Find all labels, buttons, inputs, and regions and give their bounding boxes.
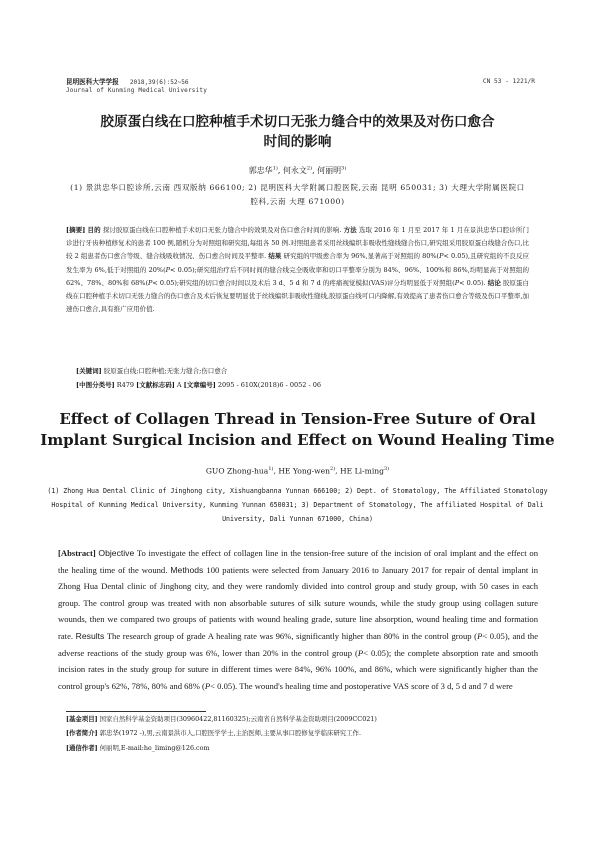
doc-code-value: A	[176, 381, 182, 389]
results-cn-p2: P	[165, 265, 171, 274]
objective-cn: 探讨胶原蛋白线在口腔种植手术切口无张力缝合中的效果及对伤口愈合时间的影响.	[102, 226, 342, 234]
affiliations-en: (1) Zhong Hua Dental Clinic of Jinghong city, Xishuangbanna Yunnan 666100; 2) Dept. of Stomatology, The Affiliated Stomatology Hospital of Kunming Medical University, Kunming Yunnan 650031; 3) Department of Stomatology, The affiliated Hospital of Dali University, Dali Yunnan 671000, China)	[47, 487, 548, 524]
results-cn-4: < 0.05);研究组的切口愈合时间以及术后 3 d、5 d 和 7 d 的疼痛视觉模拟(VAS)评分均明显低于对照组(	[152, 278, 455, 287]
objective-en-label: Objective	[98, 548, 135, 558]
methods-en-label: Methods	[170, 564, 204, 575]
results-en-p2: P	[357, 647, 364, 658]
footnote-divider	[66, 711, 206, 712]
results-en-label: Results	[75, 630, 105, 641]
journal-name-cn: 昆明医科大学学报	[66, 78, 119, 86]
article-id-value: 2095 - 610X(2018)6 - 0052 - 06	[217, 381, 321, 389]
results-cn-3: < 0.05);研究组治疗后不同时间的缝合线完全吸收率和切口平整率分别为 84%、96%、100%和 86%,均明显高于对照组的 62%、78%、80%和 68%(	[66, 265, 529, 287]
fund-text: 国家自然科学基金资助项目(30960422,81160325);云南省自然科学基金资助项目(2009CC021)	[99, 715, 377, 723]
conclusion-cn: 胶原蛋白线在口腔种植手术切口无张力缝合的伤口愈合及术后恢复要明显优于丝线编织非吸收性缝线,胶原蛋白线可口内降解,有效提高了患者伤口愈合等级及伤口平整率,加速伤口愈合,具有推广应用价值.	[66, 278, 529, 314]
footnote-author	[66, 728, 536, 738]
author-en-2: HE Yong-wen	[278, 466, 331, 476]
results-cn-p4: P	[454, 278, 460, 287]
abstract-en	[58, 545, 538, 694]
title-en	[40, 409, 555, 451]
title-cn: 胶原蛋白线在口腔种植手术切口无张力缝合中的效果及对伤口愈合时间的影响	[100, 114, 495, 150]
fund-label: [基金项目]	[66, 715, 98, 723]
author-3-sup: 3)	[341, 165, 347, 172]
clc-label: [中图分类号]	[76, 381, 115, 389]
author-2-sup: 2)	[306, 165, 313, 172]
classification-cn	[76, 380, 529, 389]
doc-code-label: [文献标志码]	[136, 381, 175, 389]
conclusion-cn-label: 结论	[487, 278, 501, 287]
objective-cn-label: 目的	[87, 226, 101, 234]
results-en-2: < 0.05), and the adverse reactions of the study group was 6%, lower than 20% in the control group (	[58, 630, 539, 658]
abstract-cn	[66, 224, 529, 316]
keywords-cn-label: [关键词]	[76, 367, 102, 375]
results-cn-p1: P	[439, 252, 444, 261]
author-en-1: GUO Zhong-hua	[205, 466, 269, 476]
abstract-en-label: [Abstract]	[58, 548, 96, 558]
results-en-4: < 0.05). The wound's healing time and postoperative VAS score of 3 d, 5 d and 7 d were	[210, 680, 513, 691]
author-en-1-sup: 1)	[268, 466, 274, 472]
affiliations-cn: (1) 景洪忠华口腔诊所,云南 西双版纳 666100; 2) 昆明医科大学附属口腔医院,云南 昆明 650031; 3) 大理大学附属医院口腔科,云南 大理 671000)	[70, 183, 525, 206]
journal-issue: 2018,39(6):52~56	[129, 79, 189, 86]
results-en-3: < 0.05); the complete absorption rate and smooth incision rates in the study group for suture in different times were 84%, 96% 100%, and 86%, which were significantly higher than the control group's 62%, 78%, 80% and 68% (	[58, 647, 538, 691]
author-en-3-sup: 3)	[384, 466, 390, 472]
author-3: 何丽明	[317, 166, 342, 175]
cn-code: CN 53 - 1221/R	[482, 78, 535, 85]
abstract-cn-label: [摘要]	[66, 226, 86, 234]
corresponding-label: [通信作者]	[66, 744, 98, 752]
title-en-line-2: Implant Surgical Incision and Effect on Wound Healing Time	[40, 431, 555, 449]
title-en-line-1: Effect of Collagen Thread in Tension-Free Suture of Oral	[59, 410, 536, 428]
keywords-cn-text: 胶原蛋白线;口腔种植;无张力缝合;伤口愈合	[103, 367, 228, 375]
author-1: 郭忠华	[248, 166, 273, 175]
objective-en: To investigate the effect of collagen line in the tension-free suture of the incision of oral implant and the effect on the healing time of the wound.	[58, 548, 538, 575]
results-cn-2: < 0.05),且研究组的不良反应发生率为 6%,低于对照组的 20%(	[66, 252, 530, 274]
results-en-p3: P	[204, 680, 211, 691]
authors-en: GUO Zhong-hua$^{1)}$, HE Yong-wen$^{2)}$, HE Li-ming$^{3)}$	[205, 466, 390, 476]
results-cn-label: 结果	[268, 252, 282, 261]
footnote-fund	[66, 714, 536, 724]
methods-cn-label: 方法	[343, 226, 357, 234]
results-cn-1: 研究组的甲级愈合率为 96%,显著高于对照组的 80%(	[283, 252, 440, 261]
article-id-label: [文章编号]	[183, 381, 216, 389]
journal-header	[66, 70, 207, 95]
results-en-1: The research group of grade A healing rate was 96%, significantly higher than 80% in the control group (	[106, 630, 478, 641]
author-en-3: HE Li-ming	[340, 466, 384, 476]
clc-value: R479	[116, 381, 135, 389]
author-bio-text: 郭忠华(1972 -),男,云南景洪市人,口腔医学学士,主治医师,主要从事口腔修复学临床研究工作.	[99, 729, 361, 737]
author-2: 何永文	[282, 166, 307, 175]
author-1-sup: 1)	[272, 165, 278, 172]
author-bio-label: [作者简介]	[66, 729, 98, 737]
footnote-corresponding	[66, 743, 536, 753]
authors-cn: 郭忠华$^{1)}$, 何永文$^{2)}$, 何丽明$^{3)}$	[248, 165, 347, 175]
results-cn-5: < 0.05).	[459, 278, 486, 287]
journal-name-en: Journal of Kunming Medical University	[66, 87, 208, 95]
results-en-p1: P	[477, 630, 483, 641]
methods-cn: 选取 2016 年 1 月至 2017 年 1 月在景洪忠华口腔诊所门诊进行牙齿种植修复术的患者 100 例,随机分为对照组和研究组,每组各 50 例.对照组患者采用丝线编织非吸收性缝线缝合伤口,研究组采用胶原蛋白线缝合伤口,比较 2 组患者伤口愈合等级、缝合线吸收情况、伤口愈合时间及平整率.	[66, 226, 529, 261]
keywords-cn	[76, 366, 529, 375]
methods-en: 100 patients were selected from January 2016 to January 2017 for repair of dental implant in Zhong Hua Dental clinic of Jinghong city, and they were randomly divided into control group and study group, with 50 cases in each group. The control group was treated with non absorbable sutures of silk suture wounds, while the study group using collagen suture wounds, then we compared two groups of patients with wound healing grade, suture line absorption, wound healing time and formation rate.	[58, 564, 539, 641]
author-en-2-sup: 2)	[330, 466, 336, 472]
results-cn-p3: P	[148, 278, 153, 287]
corresponding-text: 何丽明,E-mail:he_liming@126.com	[99, 744, 210, 752]
